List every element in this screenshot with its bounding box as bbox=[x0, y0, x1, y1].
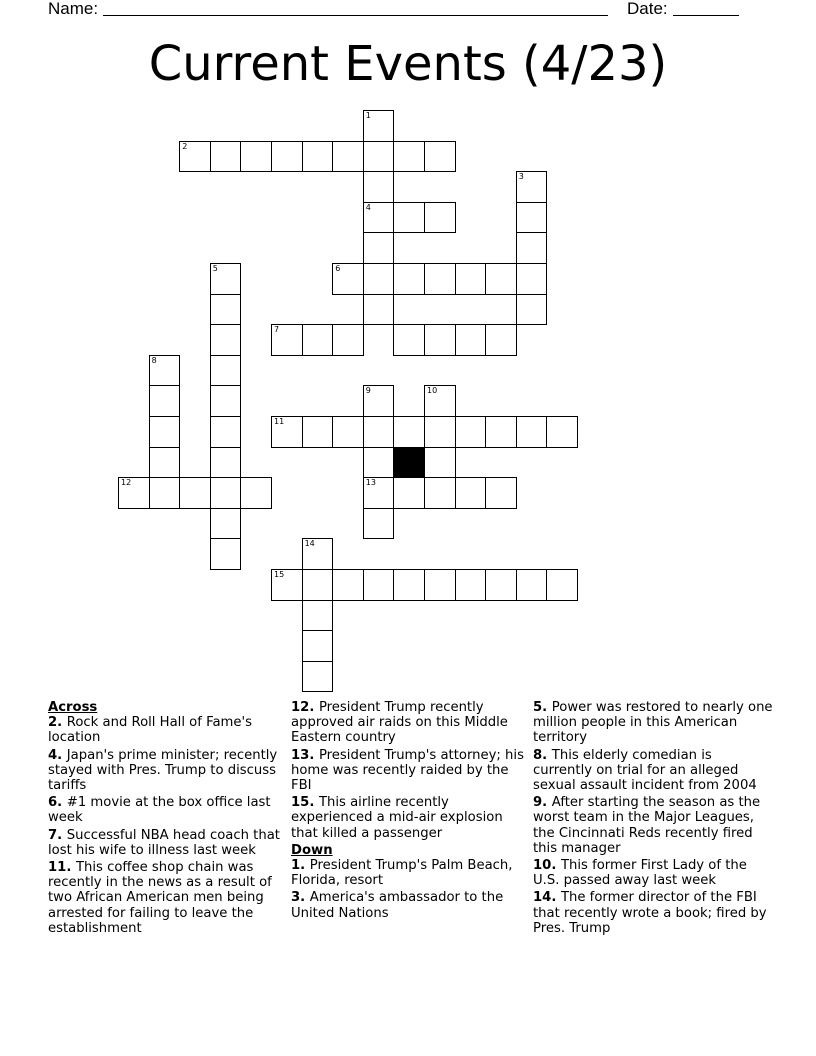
clue-number-label: 15. bbox=[291, 795, 319, 811]
grid-cell[interactable] bbox=[363, 141, 395, 173]
grid-cell[interactable] bbox=[516, 294, 548, 326]
clue bbox=[533, 858, 773, 888]
grid-cell[interactable] bbox=[363, 447, 395, 479]
grid-cell[interactable] bbox=[516, 202, 548, 234]
grid-cell[interactable] bbox=[363, 294, 395, 326]
grid-cell[interactable] bbox=[210, 416, 242, 448]
across-heading: Across bbox=[48, 700, 98, 715]
grid-cell[interactable] bbox=[424, 569, 456, 601]
grid-cell[interactable] bbox=[149, 355, 181, 387]
across-clue-list-cont bbox=[291, 700, 527, 841]
grid-cell[interactable] bbox=[485, 477, 517, 509]
clue-number-label: 11. bbox=[48, 860, 76, 876]
clue bbox=[291, 700, 527, 746]
down-heading: Down bbox=[291, 842, 333, 858]
grid-cell[interactable] bbox=[332, 324, 364, 356]
clue-number: 10 bbox=[427, 386, 438, 396]
grid-cell[interactable] bbox=[516, 569, 548, 601]
clue-number-label: 2. bbox=[48, 715, 67, 731]
grid-cell[interactable] bbox=[424, 416, 456, 448]
clue-text: This former First Lady of the U.S. passed away last week bbox=[533, 858, 747, 889]
clue-number: 12 bbox=[121, 478, 132, 488]
grid-cell[interactable] bbox=[455, 416, 487, 448]
down-clue-list bbox=[291, 858, 527, 921]
grid-cell[interactable] bbox=[485, 324, 517, 356]
clue-number: 7 bbox=[274, 325, 280, 335]
clue-number-label: 1. bbox=[291, 858, 310, 874]
clue-number-label: 5. bbox=[533, 700, 552, 715]
grid-cell[interactable] bbox=[546, 569, 578, 601]
clue bbox=[533, 748, 773, 794]
clue-text: After starting the season as the worst team in the Major Leagues, the Cincinnati Reds recently fired this manager bbox=[533, 795, 761, 856]
grid-cell[interactable] bbox=[363, 477, 395, 509]
grid-cell[interactable] bbox=[424, 385, 456, 417]
clue-number-label: 14. bbox=[533, 890, 561, 906]
date-label: Date: bbox=[627, 0, 668, 18]
grid-cell[interactable] bbox=[210, 294, 242, 326]
grid-cell[interactable] bbox=[302, 630, 334, 662]
grid-cell[interactable] bbox=[424, 477, 456, 509]
grid-cell[interactable] bbox=[210, 477, 242, 509]
grid-cell[interactable] bbox=[149, 385, 181, 417]
grid-cell[interactable] bbox=[363, 232, 395, 264]
clue-number-label: 8. bbox=[533, 747, 552, 763]
clue-number-label: 10. bbox=[533, 858, 561, 874]
grid-cell[interactable] bbox=[302, 416, 334, 448]
clue-number: 3 bbox=[518, 172, 524, 182]
grid-cell[interactable] bbox=[332, 263, 364, 295]
clue bbox=[48, 860, 280, 936]
grid-cell[interactable] bbox=[393, 569, 425, 601]
clue bbox=[48, 828, 280, 858]
grid-cell[interactable] bbox=[210, 263, 242, 295]
clue-text: President Trump's attorney; his home was recently raided by the FBI bbox=[291, 747, 524, 794]
clue-text: Successful NBA head coach that lost his wife to illness last week bbox=[48, 827, 280, 858]
clue-number: 8 bbox=[151, 355, 157, 365]
clue-text: America's ambassador to the United Nations bbox=[291, 890, 504, 921]
clue bbox=[291, 890, 527, 920]
name-label: Name: bbox=[48, 0, 99, 18]
clue-number-label: 3. bbox=[291, 890, 310, 906]
clue-text: The former director of the FBI that recently wrote a book; fired by Pres. Trump bbox=[533, 890, 767, 936]
clue-text: This elderly comedian is currently on trial for an alleged sexual assault incident from 2004 bbox=[533, 747, 757, 794]
grid-cell[interactable] bbox=[240, 477, 272, 509]
grid-cell[interactable] bbox=[455, 324, 487, 356]
clue-text: #1 movie at the box office last week bbox=[48, 795, 271, 826]
clues-column-2 bbox=[291, 700, 527, 923]
grid-cell[interactable] bbox=[393, 477, 425, 509]
clue bbox=[291, 795, 527, 841]
grid-cell[interactable] bbox=[271, 141, 303, 173]
grid-cell[interactable] bbox=[516, 232, 548, 264]
grid-cell[interactable] bbox=[424, 324, 456, 356]
clue-text: This coffee shop chain was recently in the news as a result of two African American men being arrested for failing to leave the establishment bbox=[48, 860, 272, 936]
grid-cell[interactable] bbox=[424, 141, 456, 173]
grid-cell[interactable] bbox=[210, 538, 242, 570]
grid-cell[interactable] bbox=[210, 447, 242, 479]
clue-number: 11 bbox=[274, 417, 285, 426]
grid-cell[interactable] bbox=[485, 569, 517, 601]
grid-cell[interactable] bbox=[393, 416, 425, 448]
clue-number: 5 bbox=[212, 264, 218, 273]
grid-cell[interactable] bbox=[516, 171, 548, 203]
clue-number-label: 12. bbox=[291, 700, 319, 715]
grid-cell[interactable] bbox=[302, 141, 334, 173]
grid-cell[interactable] bbox=[149, 447, 181, 479]
grid-cell[interactable] bbox=[210, 508, 242, 540]
clue-number-label: 6. bbox=[48, 795, 67, 811]
grid-cell[interactable] bbox=[210, 324, 242, 356]
clue bbox=[291, 858, 527, 888]
clue bbox=[291, 748, 527, 794]
clue-number: 1 bbox=[365, 111, 371, 120]
page-title: Current Events (4/23) bbox=[148, 36, 668, 92]
grid-cell[interactable] bbox=[485, 263, 517, 295]
grid-cell[interactable] bbox=[332, 141, 364, 173]
grid-cell[interactable] bbox=[363, 202, 395, 234]
grid-cell[interactable] bbox=[424, 202, 456, 234]
grid-cell[interactable] bbox=[516, 416, 548, 448]
grid-cell[interactable] bbox=[363, 569, 395, 601]
clue bbox=[48, 748, 280, 794]
clue-number: 4 bbox=[365, 202, 371, 212]
clues-column-3 bbox=[533, 700, 773, 938]
grid-cell[interactable] bbox=[546, 416, 578, 448]
clue-text: This airline recently experienced a mid-air explosion that killed a passenger bbox=[291, 795, 503, 841]
grid-cell[interactable] bbox=[393, 202, 425, 234]
clue-number: 15 bbox=[274, 570, 285, 579]
grid-cell[interactable] bbox=[424, 263, 456, 295]
grid-cell[interactable] bbox=[393, 324, 425, 356]
clue-text: Rock and Roll Hall of Fame's location bbox=[48, 715, 252, 746]
clue bbox=[533, 700, 773, 746]
clue-text: Japan's prime minister; recently stayed with Pres. Trump to discuss tariffs bbox=[48, 747, 278, 794]
grid-cell[interactable] bbox=[363, 110, 395, 142]
grid-cell[interactable] bbox=[302, 569, 334, 601]
grid-cell[interactable] bbox=[485, 416, 517, 448]
clue-number: 2 bbox=[182, 141, 188, 151]
grid-cell[interactable] bbox=[455, 263, 487, 295]
grid-cell[interactable] bbox=[393, 263, 425, 295]
grid-cell[interactable] bbox=[149, 477, 181, 509]
grid-cell[interactable] bbox=[271, 569, 303, 601]
clue-number-label: 9. bbox=[533, 795, 552, 811]
clue-number: 9 bbox=[365, 386, 371, 396]
clue-number: 6 bbox=[335, 264, 341, 273]
grid-cell[interactable] bbox=[118, 477, 150, 509]
grid-cell[interactable] bbox=[363, 171, 395, 203]
clue-number: 13 bbox=[365, 478, 376, 488]
grid-cell[interactable] bbox=[210, 141, 242, 173]
grid-cell[interactable] bbox=[302, 661, 334, 693]
grid-cell[interactable] bbox=[271, 416, 303, 448]
grid-cell[interactable] bbox=[179, 141, 211, 173]
clue-number-label: 7. bbox=[48, 827, 67, 843]
clues-column-1 bbox=[48, 700, 280, 938]
grid-cell[interactable] bbox=[210, 355, 242, 387]
clue bbox=[533, 795, 773, 856]
grid-cell[interactable] bbox=[179, 477, 211, 509]
clue bbox=[48, 715, 280, 745]
down-clue-list-cont bbox=[533, 700, 773, 936]
clue-text: President Trump recently approved air raids on this Middle Eastern country bbox=[291, 700, 508, 746]
grid-cell[interactable] bbox=[210, 385, 242, 417]
grid-cell[interactable] bbox=[455, 569, 487, 601]
grid-cell[interactable] bbox=[363, 385, 395, 417]
grid-cell[interactable] bbox=[240, 141, 272, 173]
grid-cell[interactable] bbox=[363, 263, 395, 295]
clue-number-label: 13. bbox=[291, 747, 319, 763]
grid-cell[interactable] bbox=[302, 324, 334, 356]
clue bbox=[48, 795, 280, 825]
grid-cell[interactable] bbox=[424, 447, 456, 479]
grid-cell[interactable] bbox=[302, 600, 334, 632]
grid-cell[interactable] bbox=[516, 263, 548, 295]
grid-cell[interactable] bbox=[332, 416, 364, 448]
grid-cell[interactable] bbox=[363, 416, 395, 448]
grid-cell[interactable] bbox=[149, 416, 181, 448]
clue-text: President Trump's Palm Beach, Florida, resort bbox=[291, 858, 513, 889]
across-clue-list bbox=[48, 715, 280, 936]
grid-cell[interactable] bbox=[393, 141, 425, 173]
grid-cell[interactable] bbox=[271, 324, 303, 356]
grid-cell[interactable] bbox=[302, 538, 334, 570]
black-square bbox=[393, 447, 425, 479]
clue-number: 14 bbox=[304, 539, 315, 549]
clue-text: Power was restored to nearly one million people in this American territory bbox=[533, 700, 773, 746]
grid-cell[interactable] bbox=[455, 477, 487, 509]
clue bbox=[533, 890, 773, 936]
grid-cell[interactable] bbox=[332, 569, 364, 601]
clue-number-label: 4. bbox=[48, 747, 67, 763]
grid-cell[interactable] bbox=[363, 508, 395, 540]
